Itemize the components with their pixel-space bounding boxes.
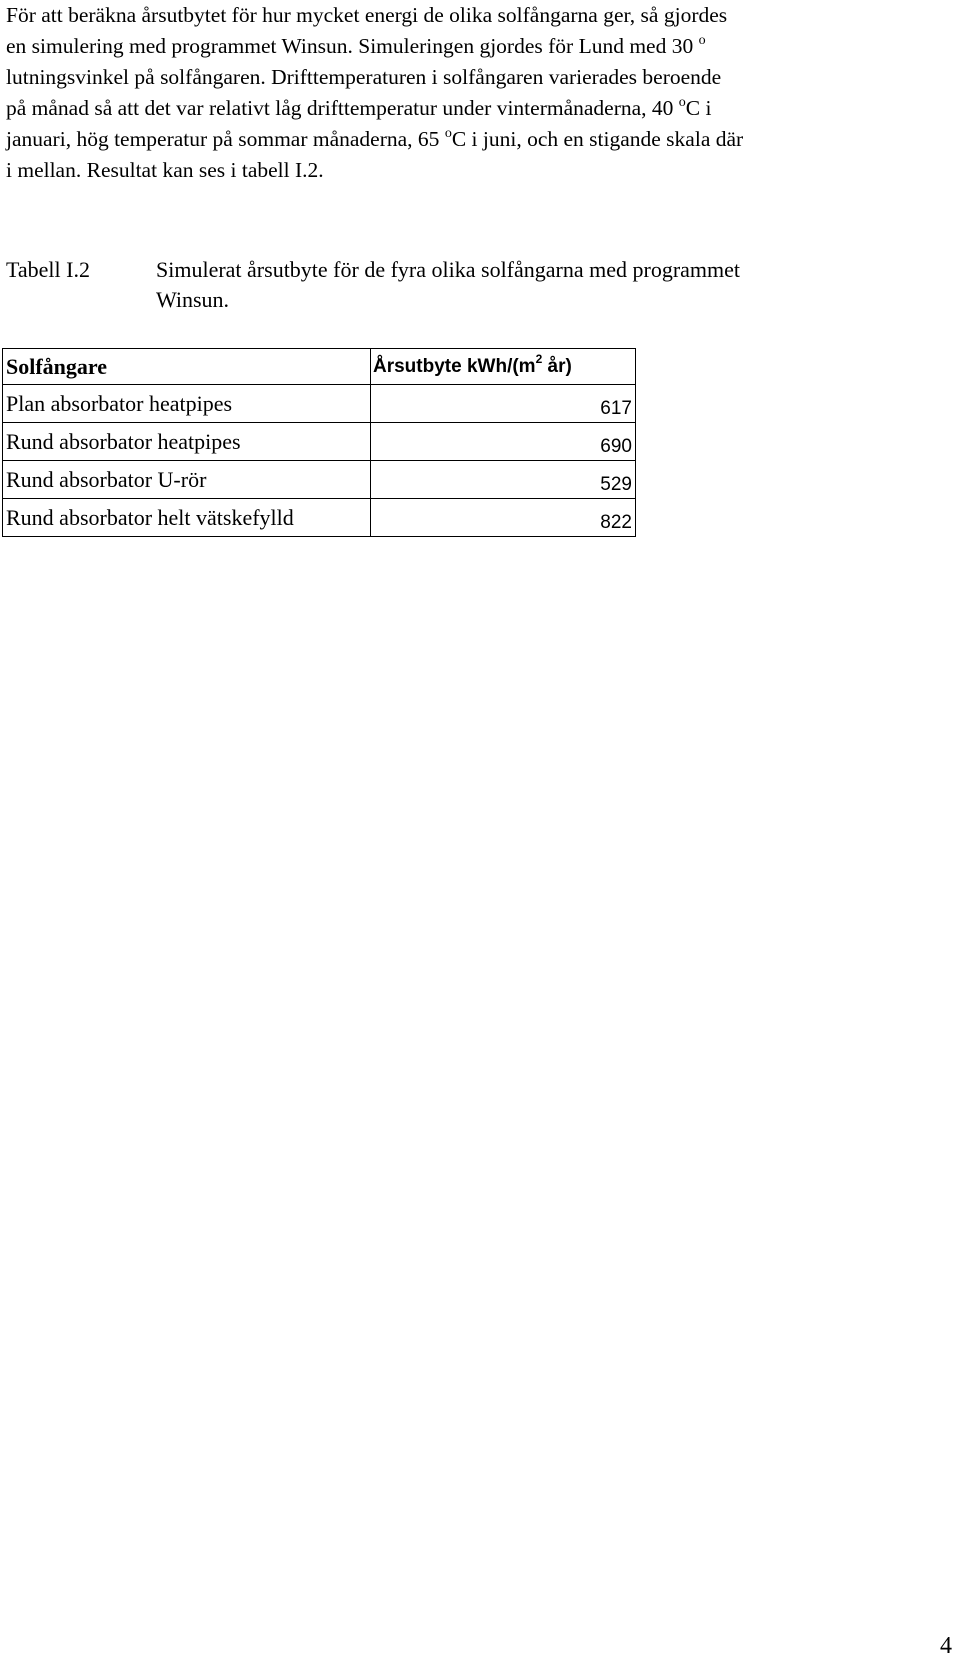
table-row — [3, 423, 636, 461]
header-text: år) — [542, 355, 572, 377]
intro-text: på månad så att det var relativt låg drifttemperatur under vintermånaderna, 40 — [6, 96, 674, 120]
header-solfangare: Solfångare — [3, 349, 371, 385]
row-value: 690 — [371, 423, 636, 461]
header-text: Årsutbyte kWh/(m — [373, 355, 536, 377]
results-table — [2, 348, 636, 537]
degree-sup: o — [678, 94, 686, 110]
intro-line — [6, 31, 954, 62]
degree-sup: o — [698, 32, 706, 48]
intro-line — [6, 124, 954, 155]
squared-sup: 2 — [535, 352, 543, 367]
degree-sup: o — [444, 125, 452, 141]
row-name: Rund absorbator heatpipes — [3, 423, 371, 461]
table-caption — [156, 255, 936, 315]
intro-line: För att beräkna årsutbytet för hur mycket energi de olika solfångarna ger, så gjordes — [6, 3, 728, 27]
caption-line: Simulerat årsutbyte för de fyra olika solfångarna med programmet — [156, 257, 741, 282]
intro-text: en simulering med programmet Winsun. Simuleringen gjordes för Lund med 30 — [6, 34, 694, 58]
intro-line: lutningsvinkel på solfångaren. Drifttemperaturen i solfångaren varierades beroende — [6, 65, 722, 89]
header-arsutbyte — [371, 349, 636, 385]
table-row — [3, 385, 636, 423]
intro-text: C i juni, och en stigande skala där — [451, 127, 744, 151]
intro-paragraph — [6, 0, 954, 186]
table-label: Tabell I.2 — [6, 257, 90, 282]
page-number: 4 — [940, 1633, 952, 1659]
row-value: 529 — [371, 461, 636, 499]
caption-line: Winsun. — [156, 287, 230, 312]
intro-text: januari, hög temperatur på sommar månaderna, 65 — [6, 127, 440, 151]
table-header-row — [3, 349, 636, 385]
row-name: Rund absorbator U-rör — [3, 461, 371, 499]
row-name: Plan absorbator heatpipes — [3, 385, 371, 423]
row-value: 822 — [371, 499, 636, 537]
intro-text: C i — [685, 96, 712, 120]
table-row — [3, 499, 636, 537]
table-row — [3, 461, 636, 499]
row-value: 617 — [371, 385, 636, 423]
row-name: Rund absorbator helt vätskefylld — [3, 499, 371, 537]
intro-line: i mellan. Resultat kan ses i tabell I.2. — [6, 158, 324, 182]
intro-line — [6, 93, 954, 124]
